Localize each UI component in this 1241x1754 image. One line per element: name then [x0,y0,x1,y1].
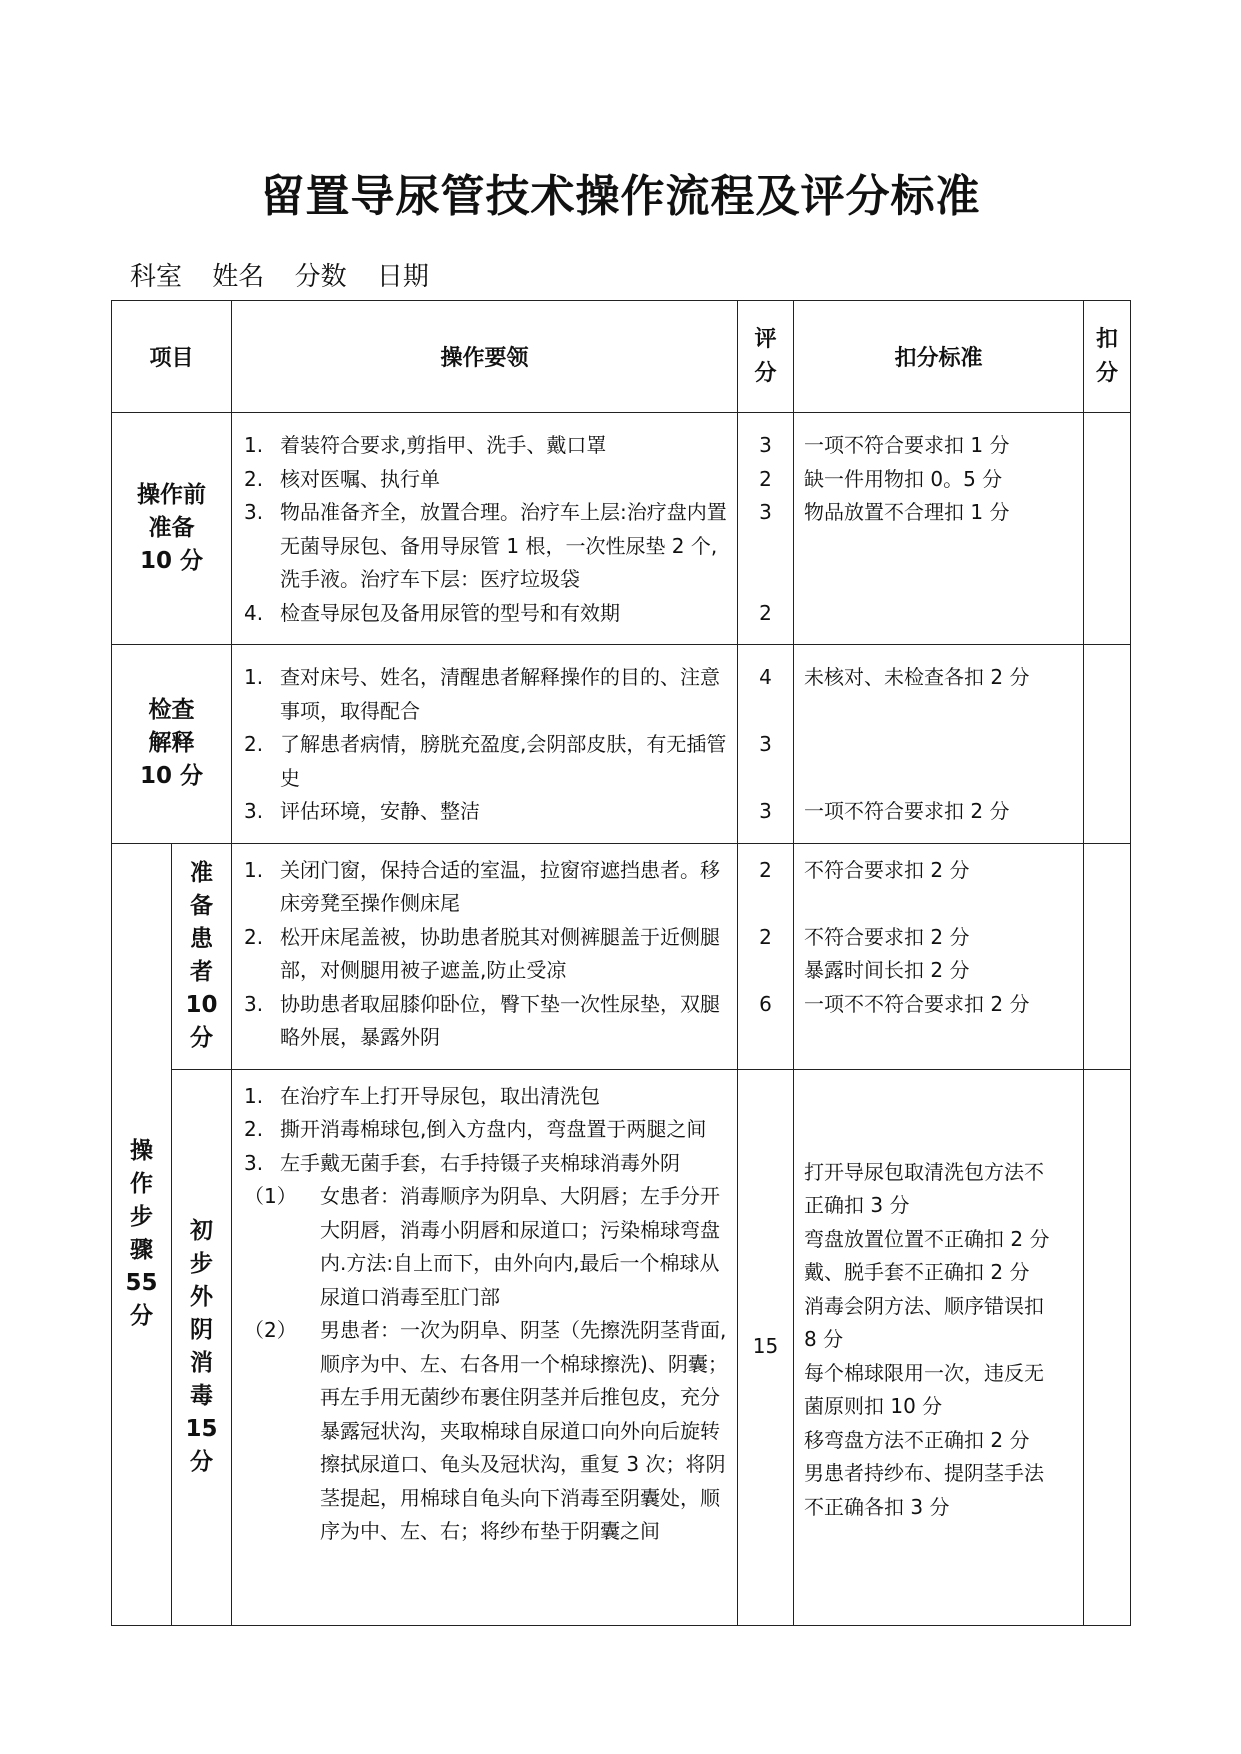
ops-disinfect-item [244,1180,729,1314]
section-check-title-line: 解释 [148,730,195,757]
ops-prep-item-text: 检查导尿包及备用尿管的型号和有效期 [280,600,621,625]
sub-patient-title-line: 患 [190,926,213,952]
sub-disinfect-title-line: 分 [190,1449,213,1475]
ops-disinfect-item-text: 撕开消毒棉球包,倒入方盘内，弯盘置于两腿之间 [280,1117,707,1141]
ops-disinfect-item [244,1113,729,1147]
sub-disinfect-title-line: 毒 [190,1383,213,1409]
deduction-text: 不正确各扣 3 分 [804,1494,950,1519]
meta-date: 日期 [376,262,429,292]
header-deduct [1084,301,1131,413]
score-value: 2 [759,857,772,882]
section-title-steps [112,843,172,1625]
ops-prep-item-number: 2. [244,466,264,491]
sub-disinfect-title-line: 消 [190,1350,213,1376]
sub-patient-title-line: 10 [185,992,218,1018]
header-row [112,301,1131,413]
scoring-table [111,300,1131,1626]
section-steps-title-line: 操 [130,1138,153,1164]
deduction-text: 弯盘放置位置不正确扣 2 分 [804,1226,1050,1251]
meta-row [130,256,451,293]
ops-check-item-text: 评估环境，安静、整洁 [280,799,481,823]
section-row-prep [112,413,1131,645]
ops-prep-item-text: 物品准备齐全，放置合理。治疗车上层:治疗盘内置无菌导尿包、备用导尿管 1 根，一次性尿垫 2 个,洗手液。治疗车下层：医疗垃圾袋 [280,500,727,591]
ops-disinfect-item [244,1080,729,1114]
header-deduct-char: 扣 [1096,326,1119,352]
score-value: 3 [759,500,772,524]
section-check-title-line: 检查 [148,697,195,724]
ops-disinfect-item [244,1314,729,1549]
score-value: 2 [759,466,772,491]
score-value [738,762,793,796]
section-steps-title-line: 骤 [130,1237,153,1263]
deductions-disinfect [794,1069,1084,1625]
deduction-text: 物品放置不合理扣 1 分 [804,500,1010,524]
ops-check-item [244,795,729,829]
deduction-text: 打开导尿包取清洗包方法不 [804,1159,1045,1184]
ops-disinfect-item-text: 在治疗车上打开导尿包，取出清洗包 [280,1083,601,1108]
deduction-text: 戴、脱手套不正确扣 2 分 [804,1260,1030,1285]
header-deduct-std: 扣分标准 [794,301,1084,413]
deduction-text: 正确扣 3 分 [804,1193,910,1218]
ops-prep-item [244,429,729,463]
score-value: 2 [759,924,772,949]
ops-prep-item-number: 3. [244,500,264,524]
ops-patient-item-text: 松开床尾盖被，协助患者脱其对侧裤腿盖于近侧腿部，对侧腿用被子遮盖,防止受凉 [280,924,721,982]
section-prep-title-line: 准备 [148,515,195,541]
scores-check [738,645,794,844]
score-value [738,695,793,729]
ops-patient-item [244,988,729,1055]
score-value: 4 [759,665,772,689]
section-row-patient [112,843,1131,1069]
header-score-char: 分 [754,360,777,386]
deduct-cell-check [1084,645,1131,844]
score-value [738,954,793,988]
ops-prep-item [244,597,729,631]
header-item: 项目 [112,301,232,413]
section-prep-title-line: 操作前 [137,482,206,508]
ops-prep-item [244,496,729,597]
deductions-patient [794,843,1084,1069]
deduction-text [804,887,1077,921]
meta-department: 科室 [130,262,183,292]
meta-score: 分数 [294,262,347,292]
ops-disinfect-item-text: 男患者：一次为阴阜、阴茎（先擦洗阴茎背面,顺序为中、左、右各用一个棉球擦洗)、阴囊；再左手用无菌纱布裹住阴茎并后推包皮，充分暴露冠状沟，夹取棉球自尿道口向外向后旋转擦拭尿道口、龟头及冠状沟，重复 3 次；将阴茎提起，用棉球自龟头向下消毒至阴囊处，顺序为中、左、右；将纱布垫于阴囊之间 [320,1318,728,1543]
score-value [738,530,793,564]
ops-patient-item-number: 1. [244,857,264,882]
header-ops: 操作要领 [232,301,738,413]
ops-patient-item-text: 协助患者取屈膝仰卧位，臀下垫一次性尿垫，双腿略外展，暴露外阴 [280,991,721,1049]
sub-disinfect-title-line: 初 [190,1218,213,1244]
deduction-text: 8 分 [804,1327,844,1352]
deduct-cell-disinfect [1084,1069,1131,1625]
deduction-text: 一项不不符合要求扣 2 分 [804,991,1030,1016]
ops-prep-item [244,463,729,497]
ops-patient-item [244,921,729,988]
header-score-char: 评 [754,326,777,352]
section-steps-title-line: 55 [125,1270,158,1296]
score-value [738,887,793,921]
ops-patient-item [244,854,729,921]
sub-title-patient [172,843,232,1069]
deductions-check [794,645,1084,844]
score-value: 2 [759,600,772,625]
section-prep-title-line: 10 分 [140,548,204,574]
ops-disinfect-item-number: 2. [244,1117,264,1141]
ops-disinfect-item-number: 1. [244,1083,264,1108]
ops-prep-item-text: 着装符合要求,剪指甲、洗手、戴口罩 [280,433,607,457]
ops-check-item-number: 2. [244,732,264,756]
section-steps-title-line: 作 [130,1171,153,1197]
deduction-text: 不符合要求扣 2 分 [804,924,970,949]
section-steps-title-line: 分 [130,1303,153,1329]
deductions-prep [794,413,1084,645]
ops-patient [232,843,738,1069]
ops-check [232,645,738,844]
ops-check-item [244,728,729,795]
section-check-title-line: 10 分 [140,763,204,790]
ops-disinfect-item-number: （1） [244,1184,297,1208]
ops-disinfect-item-number: 3. [244,1150,264,1175]
deduction-text: 消毒会阴方法、顺序错误扣 [804,1293,1045,1318]
ops-prep-item-text: 核对医嘱、执行单 [280,466,441,491]
sub-patient-title-line: 者 [190,959,213,985]
deduction-text: 未核对、未检查各扣 2 分 [804,665,1030,689]
deduction-text: 缺一件用物扣 0。5 分 [804,466,1003,491]
sub-disinfect-title-line: 外 [190,1284,213,1310]
score-value: 3 [759,799,772,823]
section-steps-title-line: 步 [130,1204,153,1230]
ops-disinfect-item-number: （2） [244,1318,297,1342]
sub-disinfect-title-line: 步 [190,1251,213,1277]
deduction-text: 一项不符合要求扣 1 分 [804,433,1010,457]
header-score [738,301,794,413]
ops-check-item [244,661,729,728]
scores-patient [738,843,794,1069]
page-title: 留置导尿管技术操作流程及评分标准 [260,171,981,222]
ops-check-item-number: 3. [244,799,264,823]
section-title-check [112,645,232,844]
deduction-text [804,728,1077,762]
meta-name: 姓名 [212,262,265,292]
deduction-text: 不符合要求扣 2 分 [804,857,970,882]
section-title-prep [112,413,232,645]
sub-patient-title-line: 分 [190,1025,213,1051]
sub-disinfect-title-line: 15 [185,1416,218,1442]
ops-disinfect-item-text: 左手戴无菌手套，右手持镊子夹棉球消毒外阴 [280,1150,681,1175]
scores-prep [738,413,794,645]
score-value [738,563,793,597]
score-value: 3 [759,732,772,756]
score-value: 3 [759,433,772,457]
ops-patient-item-number: 2. [244,924,264,949]
sub-disinfect-title-line: 阴 [190,1317,213,1343]
ops-disinfect-item [244,1147,729,1181]
ops-check-item-text: 查对床号、姓名，清醒患者解释操作的目的、注意事项，取得配合 [280,665,721,723]
deduction-text: 菌原则扣 10 分 [804,1394,943,1419]
ops-patient-item-number: 3. [244,991,264,1016]
deduction-text: 移弯盘方法不正确扣 2 分 [804,1427,1030,1452]
score-value: 6 [759,991,772,1016]
deduction-text [804,762,1077,796]
ops-check-item-number: 1. [244,665,264,689]
deduct-cell-prep [1084,413,1131,645]
deduction-text: 男患者持纱布、提阴茎手法 [804,1461,1045,1486]
sub-title-disinfect [172,1069,232,1625]
deduction-text [804,695,1077,729]
ops-patient-item-text: 关闭门窗，保持合适的室温，拉窗帘遮挡患者。移床旁凳至操作侧床尾 [280,857,721,915]
deduction-text: 每个棉球限用一次，违反无 [804,1360,1045,1385]
ops-prep-item-number: 1. [244,433,264,457]
ops-disinfect [232,1069,738,1625]
score-disinfect: 15 [738,1069,794,1625]
section-row-disinfect [112,1069,1131,1625]
deduction-text: 暴露时间长扣 2 分 [804,958,970,982]
ops-prep-item-number: 4. [244,600,264,625]
deduct-cell-patient [1084,843,1131,1069]
ops-prep [232,413,738,645]
ops-check-item-text: 了解患者病情，膀胱充盈度,会阴部皮肤，有无插管史 [280,732,727,790]
sub-patient-title-line: 准 [190,860,213,886]
section-row-check [112,645,1131,844]
ops-disinfect-item-text: 女患者：消毒顺序为阴阜、大阴唇；左手分开大阴唇，消毒小阴唇和尿道口；污染棉球弯盘内.方法:自上而下，由外向内,最后一个棉球从尿道口消毒至肛门部 [320,1184,721,1309]
deduction-text: 一项不符合要求扣 2 分 [804,799,1010,823]
sub-patient-title-line: 备 [190,893,213,919]
header-deduct-char: 分 [1096,360,1119,386]
